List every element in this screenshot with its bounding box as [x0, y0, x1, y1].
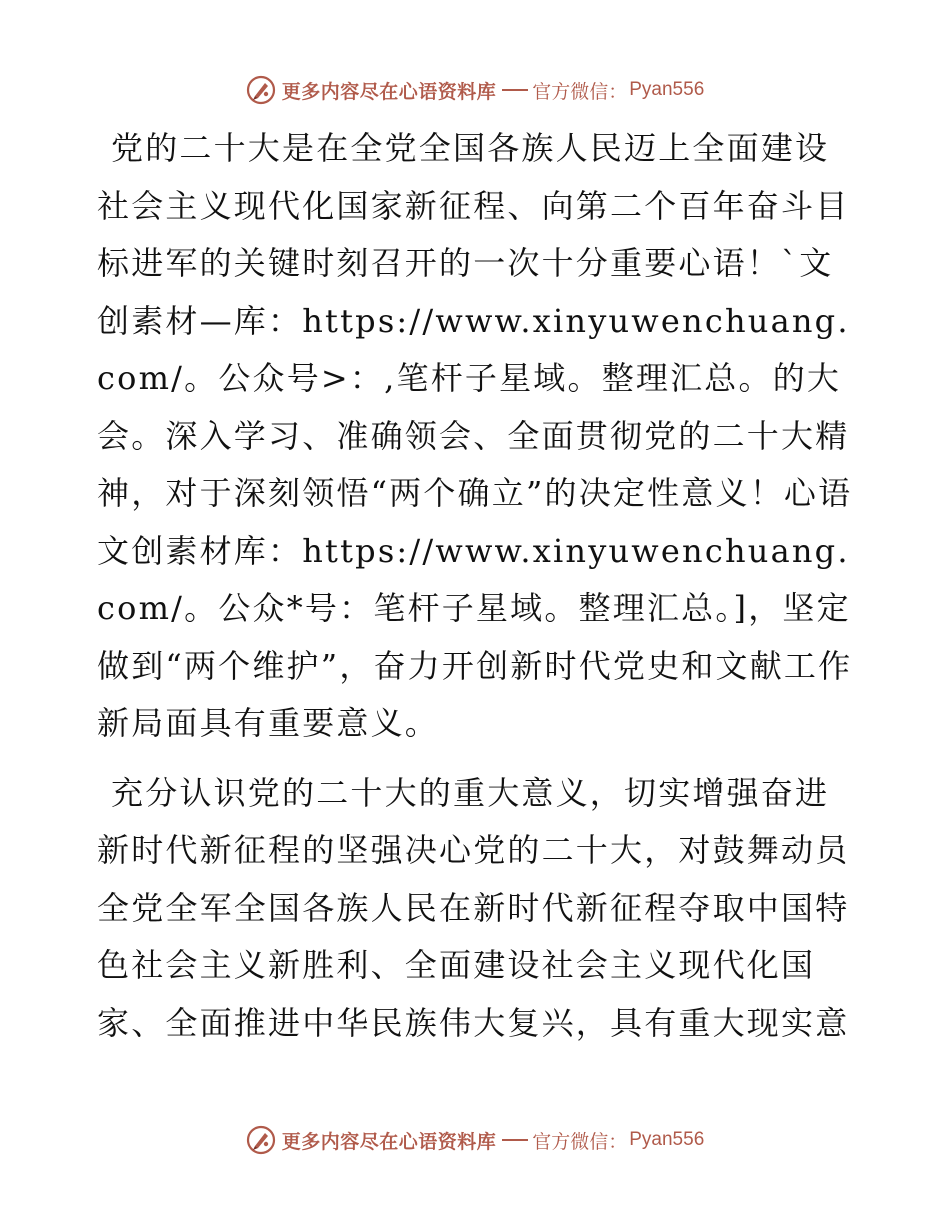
header-banner [0, 70, 950, 110]
banner-official-label: 官方微信： [532, 80, 628, 103]
pen-nib-logo-icon [246, 1125, 276, 1155]
footer-banner [0, 1120, 950, 1160]
pen-nib-logo-icon [246, 75, 276, 105]
footer-slogan: 更多内容尽在心语资料库 [281, 1130, 497, 1153]
banner-account-id: Pyan556 [629, 79, 705, 100]
footer-dash-divider [502, 1139, 528, 1141]
banner-slogan: 更多内容尽在心语资料库 [281, 80, 497, 103]
document-body [97, 120, 857, 1052]
paragraph-1: 党的二十大是在全党全国各族人民迈上全面建设社会主义现代化国家新征程、向第二个百年奋斗目标进军的关键时刻召开的一次十分重要心语！`文创素材—库：https://www.xinyuwenchuang.com/。公众号>：,笔杆子星域。整理汇总。的大会。深入学习、准确领会、全面贯彻党的二十大精神，对于深刻领悟“两个确立”的决定性意义！心语文创素材库：https://www.xinyuwenchuang.com/。公众*号：笔杆子星域。整理汇总。]，坚定做到“两个维护”，奋力开创新时代党史和文献工作新局面具有重要意义。 [97, 129, 853, 742]
paragraph-2: 充分认识党的二十大的重大意义，切实增强奋进新时代新征程的坚强决心党的二十大，对鼓舞动员全党全军全国各族人民在新时代新征程夺取中国特色社会主义新胜利、全面建设社会主义现代化国家、全面推进中华民族伟大复兴，具有重大现实意 [97, 773, 850, 1042]
banner-dash-divider [502, 89, 528, 91]
footer-official-label: 官方微信： [532, 1130, 628, 1153]
footer-account-id: Pyan556 [629, 1129, 705, 1150]
